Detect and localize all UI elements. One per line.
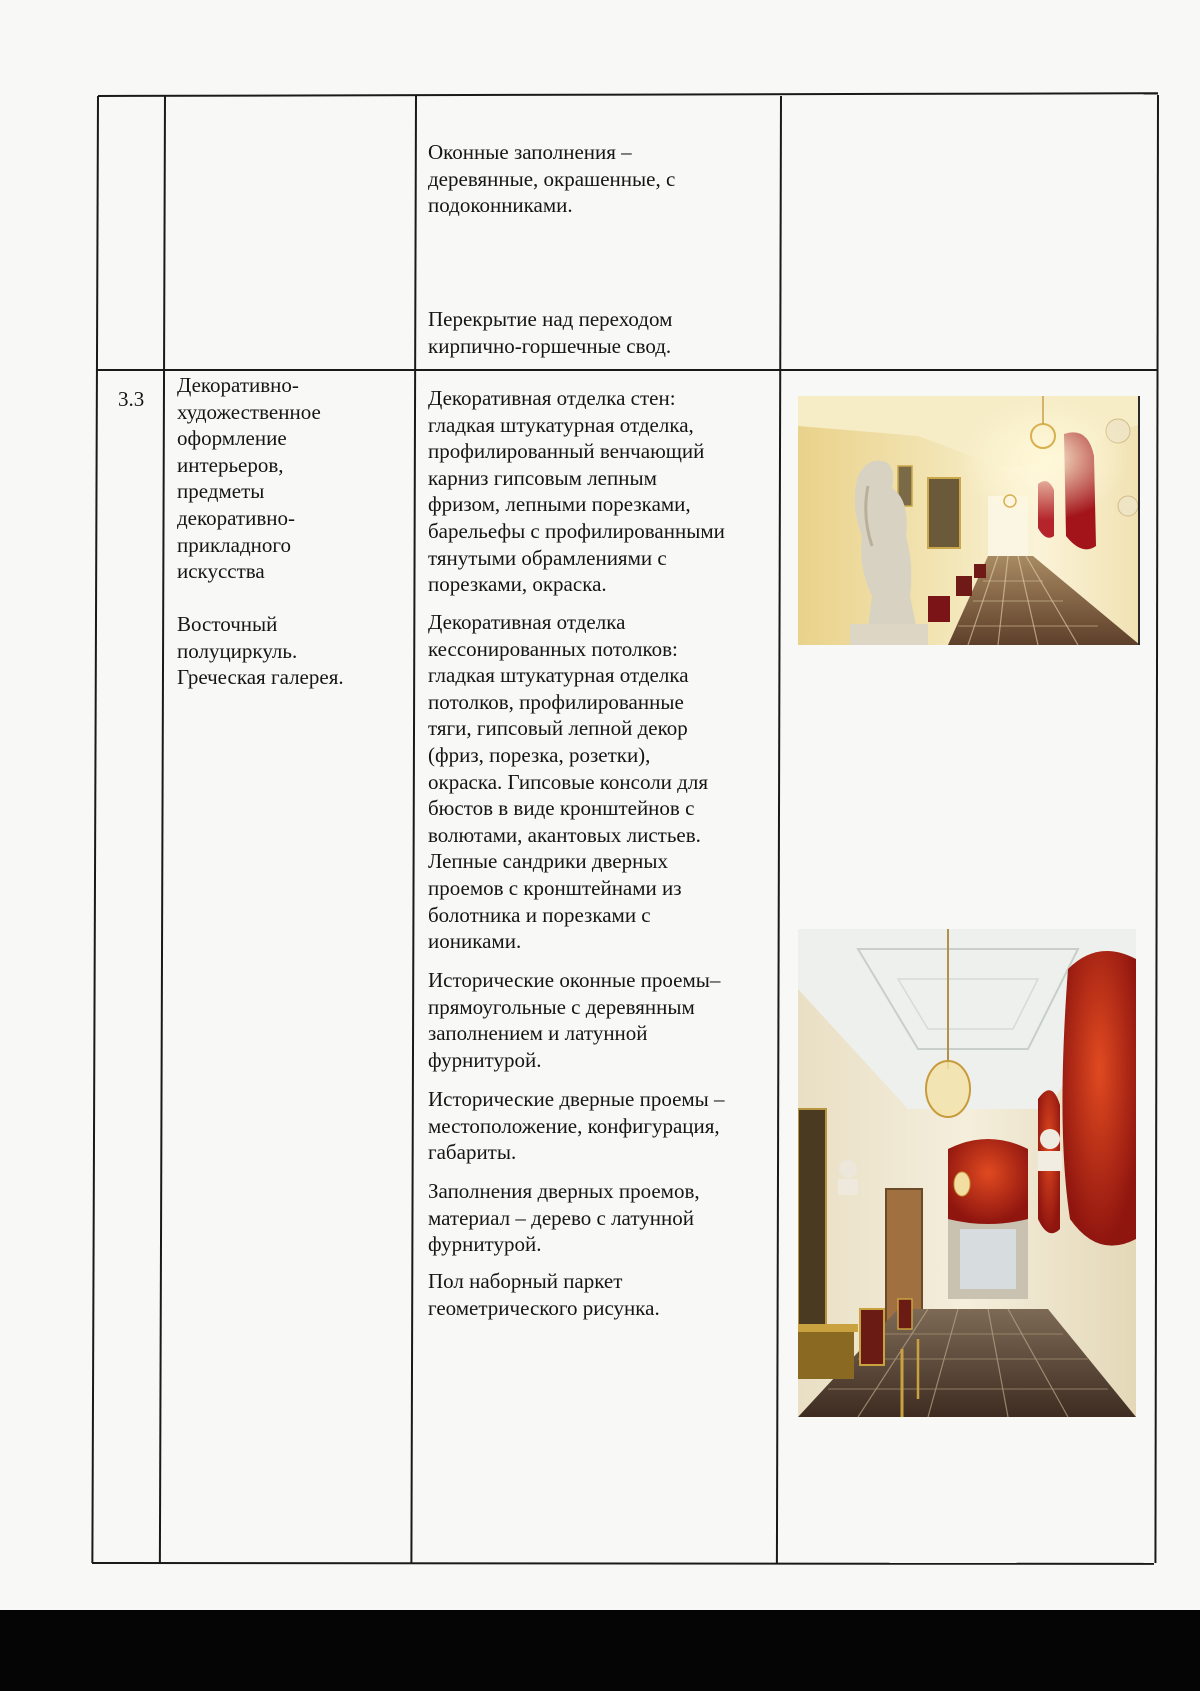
wall-decoration-text: Декоративная отделка стен: гладкая штукатурная отделка, профилированный венчающий карниз гипсовым лепным фризом, лепными порезками, барельефы с профилированными тянутыми обрамлениями с порезками, окраска. [428,386,725,597]
element-location: Восточный полуциркуль. Греческая галерея. [177,612,344,690]
ceiling-decoration-text: Декоративная отделка кессонированных потолков: гладкая штукатурная отделка потолков, профилированные тяги, гипсовый лепной декор (фриз, порезка, розетки), окраска. Гипсовые консоли для бюстов в виде кронштейнов с волютами, акантовых листьев. Лепные сандрики дверных проемов с кронштейнами из болотника и порезками с иониками. [428,610,708,954]
window-openings-text: Исторические оконные проемы– прямоугольные с деревянным заполнением и латунной фурнитурой. [428,968,721,1072]
col-divider-2 [410,96,417,1563]
window-fillings-text: Оконные заполнения – деревянные, окрашенные, с подоконниками. [428,140,676,218]
row-number: 3.3 [118,387,145,411]
gallery-corridor-photo [798,929,1136,1417]
scan-footer-bar [0,1610,1200,1691]
row-divider [96,369,1158,371]
ceiling-over-passage-text: Перекрытие над переходом кирпично-горшечные свод. [428,307,673,358]
gallery-statue-photo [798,396,1140,645]
table-border-right [1154,95,1159,1563]
table-border-bottom [92,1562,1154,1565]
col-divider-1 [159,96,166,1563]
element-name: Декоративно- художественное оформление интерьеров, предметы декоративно- прикладного искусства [177,373,321,584]
door-openings-text: Исторические дверные проемы – местоположение, конфигурация, габариты. [428,1087,725,1165]
table-border-top [98,92,1158,97]
floor-parquet-text: Пол наборный паркет геометрического рисунка. [428,1269,660,1320]
door-fillings-text: Заполнения дверных проемов, материал – дерево с латунной фурнитурой. [428,1179,700,1257]
table-border-left [91,96,99,1563]
col-divider-3 [776,96,782,1563]
